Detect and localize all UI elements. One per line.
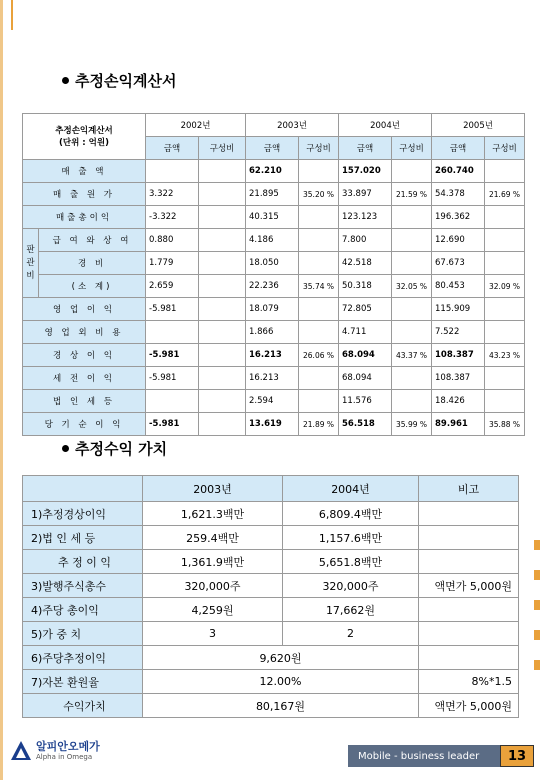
amount-cell: 68.094 (339, 367, 392, 390)
ratio-cell (299, 298, 339, 321)
ratio-cell (299, 390, 339, 413)
table-row (23, 670, 519, 694)
section-title-income-statement (62, 70, 176, 91)
row-label: (소 계) (39, 275, 146, 298)
section-title-text: 추정손익계산서 (75, 72, 177, 90)
amount-cell: 33.897 (339, 183, 392, 206)
note-cell (419, 526, 519, 550)
header-2004: 2004년 (283, 476, 419, 502)
table-row (23, 413, 525, 436)
header-blank (23, 476, 143, 502)
amount-cell: 7.800 (339, 229, 392, 252)
ratio-cell (392, 229, 432, 252)
row-label: 경 비 (39, 252, 146, 275)
value-cell-2003: 1,621.3백만 (143, 502, 283, 526)
ratio-cell (199, 390, 246, 413)
ratio-cell (299, 229, 339, 252)
table-row (23, 252, 525, 275)
right-decoration (532, 540, 540, 680)
table-row (23, 206, 525, 229)
bullet-icon (62, 445, 69, 452)
amount-cell: 72.805 (339, 298, 392, 321)
subheader-amount: 금액 (146, 137, 199, 160)
note-cell (419, 622, 519, 646)
table-row (23, 160, 525, 183)
merged-value-cell: 9,620원 (143, 646, 419, 670)
page-number: 13 (500, 745, 534, 767)
amount-cell: 260.740 (432, 160, 485, 183)
table-row (23, 367, 525, 390)
amount-cell: 22.236 (246, 275, 299, 298)
row-label: 급 여 와 상 여 (39, 229, 146, 252)
value-cell-2003: 3 (143, 622, 283, 646)
amount-cell: 4.711 (339, 321, 392, 344)
ratio-cell (392, 298, 432, 321)
ratio-cell: 35.99 % (392, 413, 432, 436)
amount-cell: 18.050 (246, 252, 299, 275)
ratio-cell (485, 321, 525, 344)
ratio-cell (299, 160, 339, 183)
value-cell-2004: 2 (283, 622, 419, 646)
amount-cell: 56.518 (339, 413, 392, 436)
year-header: 2005년 (432, 114, 525, 137)
note-cell (419, 502, 519, 526)
table-row (23, 298, 525, 321)
ratio-cell (485, 298, 525, 321)
amount-cell: -3.322 (146, 206, 199, 229)
ratio-cell (199, 160, 246, 183)
header-decoration (0, 0, 540, 30)
amount-cell: 11.576 (339, 390, 392, 413)
row-label: 법 인 세 등 (23, 390, 146, 413)
row-label: 2)법 인 세 등 (23, 526, 143, 550)
ratio-cell (485, 252, 525, 275)
amount-cell: -5.981 (146, 367, 199, 390)
note-cell: 8%*1.5 (419, 670, 519, 694)
side-label-sga: 판 관 비 (23, 229, 39, 298)
table-unit: (단위 : 억원) (59, 137, 109, 148)
merged-value-cell: 12.00% (143, 670, 419, 694)
ratio-cell: 35.74 % (299, 275, 339, 298)
amount-cell: 123.123 (339, 206, 392, 229)
ratio-cell: 21.69 % (485, 183, 525, 206)
income-statement-body (23, 160, 525, 436)
amount-cell: 89.961 (432, 413, 485, 436)
value-cell-2003: 1,361.9백만 (143, 550, 283, 574)
note-cell (419, 646, 519, 670)
table-row (23, 694, 519, 718)
amount-cell: 2.659 (146, 275, 199, 298)
row-label: 매출총이익 (23, 206, 146, 229)
logo-icon (10, 740, 32, 762)
note-cell: 액면가 5,000원 (419, 574, 519, 598)
row-label: 4)주당 총이익 (23, 598, 143, 622)
tagline: Mobile - business leader (358, 750, 480, 762)
merged-value-cell: 80,167원 (143, 694, 419, 718)
value-cell-2004: 1,157.6백만 (283, 526, 419, 550)
ratio-cell (299, 321, 339, 344)
table-row (23, 344, 525, 367)
value-cell-2004: 320,000주 (283, 574, 419, 598)
amount-cell: 0.880 (146, 229, 199, 252)
amount-cell: 54.378 (432, 183, 485, 206)
ratio-cell (199, 275, 246, 298)
table-row (23, 229, 525, 252)
amount-cell (146, 390, 199, 413)
value-cell-2004: 17,662원 (283, 598, 419, 622)
ratio-cell: 35.88 % (485, 413, 525, 436)
value-cell-2004: 6,809.4백만 (283, 502, 419, 526)
ratio-cell (199, 367, 246, 390)
table-row (23, 183, 525, 206)
ratio-cell (392, 321, 432, 344)
ratio-cell (199, 183, 246, 206)
section-title-text: 추정수익 가치 (75, 440, 168, 458)
value-cell-2003: 320,000주 (143, 574, 283, 598)
row-label: 당 기 순 이 익 (23, 413, 146, 436)
row-label: 추 정 이 익 (23, 550, 143, 574)
value-cell-2004: 5,651.8백만 (283, 550, 419, 574)
amount-cell: 16.213 (246, 344, 299, 367)
ratio-cell (299, 252, 339, 275)
ratio-cell: 32.05 % (392, 275, 432, 298)
ratio-cell (199, 344, 246, 367)
amount-cell: -5.981 (146, 344, 199, 367)
ratio-cell (485, 229, 525, 252)
ratio-cell (199, 206, 246, 229)
ratio-cell: 35.20 % (299, 183, 339, 206)
note-cell: 액면가 5,000원 (419, 694, 519, 718)
row-label: 영 업 외 비 용 (23, 321, 146, 344)
amount-cell: 2.594 (246, 390, 299, 413)
ratio-cell (485, 160, 525, 183)
row-label: 3)발행주식총수 (23, 574, 143, 598)
subheader-amount: 금액 (246, 137, 299, 160)
amount-cell: 157.020 (339, 160, 392, 183)
ratio-cell (392, 206, 432, 229)
subheader-ratio: 구성비 (299, 137, 339, 160)
row-label: 수익가치 (23, 694, 143, 718)
tagline-bar (348, 745, 500, 767)
ratio-cell (299, 367, 339, 390)
year-header: 2003년 (246, 114, 339, 137)
ratio-cell: 21.89 % (299, 413, 339, 436)
ratio-cell (392, 160, 432, 183)
table-caption: 추정손익계산서 (55, 125, 113, 136)
subheader-amount: 금액 (339, 137, 392, 160)
amount-cell: -5.981 (146, 413, 199, 436)
company-logo (10, 740, 100, 762)
amount-cell: 18.426 (432, 390, 485, 413)
table-row (23, 574, 519, 598)
ratio-cell (485, 390, 525, 413)
amount-cell: 13.619 (246, 413, 299, 436)
ratio-cell: 26.06 % (299, 344, 339, 367)
amount-cell: 12.690 (432, 229, 485, 252)
ratio-cell (392, 367, 432, 390)
amount-cell: 196.362 (432, 206, 485, 229)
amount-cell: 62.210 (246, 160, 299, 183)
table-corner (23, 114, 146, 160)
year-header: 2004년 (339, 114, 432, 137)
ratio-cell (485, 206, 525, 229)
row-label: 영 업 이 익 (23, 298, 146, 321)
amount-cell: 1.779 (146, 252, 199, 275)
row-label: 매 출 액 (23, 160, 146, 183)
table-row (23, 390, 525, 413)
earnings-value-body (23, 502, 519, 718)
subheader-ratio: 구성비 (199, 137, 246, 160)
ratio-cell: 21.59 % (392, 183, 432, 206)
ratio-cell (199, 252, 246, 275)
subheader-ratio: 구성비 (392, 137, 432, 160)
table-row (23, 502, 519, 526)
row-label: 경 상 이 익 (23, 344, 146, 367)
note-cell (419, 598, 519, 622)
value-cell-2003: 4,259원 (143, 598, 283, 622)
company-name-en: Alpha in Omega (36, 753, 93, 761)
header-2003: 2003년 (143, 476, 283, 502)
amount-cell: 80.453 (432, 275, 485, 298)
ratio-cell (485, 367, 525, 390)
ratio-cell (199, 298, 246, 321)
ratio-cell: 43.37 % (392, 344, 432, 367)
amount-cell: 67.673 (432, 252, 485, 275)
table-row (23, 321, 525, 344)
ratio-cell (199, 413, 246, 436)
amount-cell (146, 321, 199, 344)
amount-cell: 4.186 (246, 229, 299, 252)
amount-cell: 108.387 (432, 367, 485, 390)
amount-cell: 42.518 (339, 252, 392, 275)
earnings-value-table (22, 475, 519, 718)
amount-cell: 7.522 (432, 321, 485, 344)
row-label: 6)주당추정이익 (23, 646, 143, 670)
amount-cell: 3.322 (146, 183, 199, 206)
amount-cell: 18.079 (246, 298, 299, 321)
amount-cell: 1.866 (246, 321, 299, 344)
table-row (23, 598, 519, 622)
ratio-cell: 32.09 % (485, 275, 525, 298)
company-name: 알피안오메가 (36, 740, 100, 753)
header-note: 비고 (419, 476, 519, 502)
bullet-icon (62, 77, 69, 84)
table-row (23, 275, 525, 298)
table-row (23, 646, 519, 670)
amount-cell: 50.318 (339, 275, 392, 298)
row-label: 매 출 원 가 (23, 183, 146, 206)
ratio-cell (199, 321, 246, 344)
row-label: 세 전 이 익 (23, 367, 146, 390)
section-title-earnings-value (62, 438, 167, 459)
table-row (23, 526, 519, 550)
note-cell (419, 550, 519, 574)
left-decoration (0, 0, 6, 780)
table-row (23, 622, 519, 646)
amount-cell: -5.981 (146, 298, 199, 321)
amount-cell (146, 160, 199, 183)
year-header: 2002년 (146, 114, 246, 137)
row-label: 5)가 중 치 (23, 622, 143, 646)
amount-cell: 68.094 (339, 344, 392, 367)
row-label: 7)자본 환원율 (23, 670, 143, 694)
value-cell-2003: 259.4백만 (143, 526, 283, 550)
income-statement-table (22, 113, 525, 436)
amount-cell: 40.315 (246, 206, 299, 229)
row-label: 1)추정경상이익 (23, 502, 143, 526)
ratio-cell (392, 252, 432, 275)
amount-cell: 108.387 (432, 344, 485, 367)
ratio-cell (392, 390, 432, 413)
subheader-ratio: 구성비 (485, 137, 525, 160)
amount-cell: 115.909 (432, 298, 485, 321)
ratio-cell (299, 206, 339, 229)
ratio-cell: 43.23 % (485, 344, 525, 367)
ratio-cell (199, 229, 246, 252)
subheader-amount: 금액 (432, 137, 485, 160)
amount-cell: 21.895 (246, 183, 299, 206)
amount-cell: 16.213 (246, 367, 299, 390)
table-row (23, 550, 519, 574)
